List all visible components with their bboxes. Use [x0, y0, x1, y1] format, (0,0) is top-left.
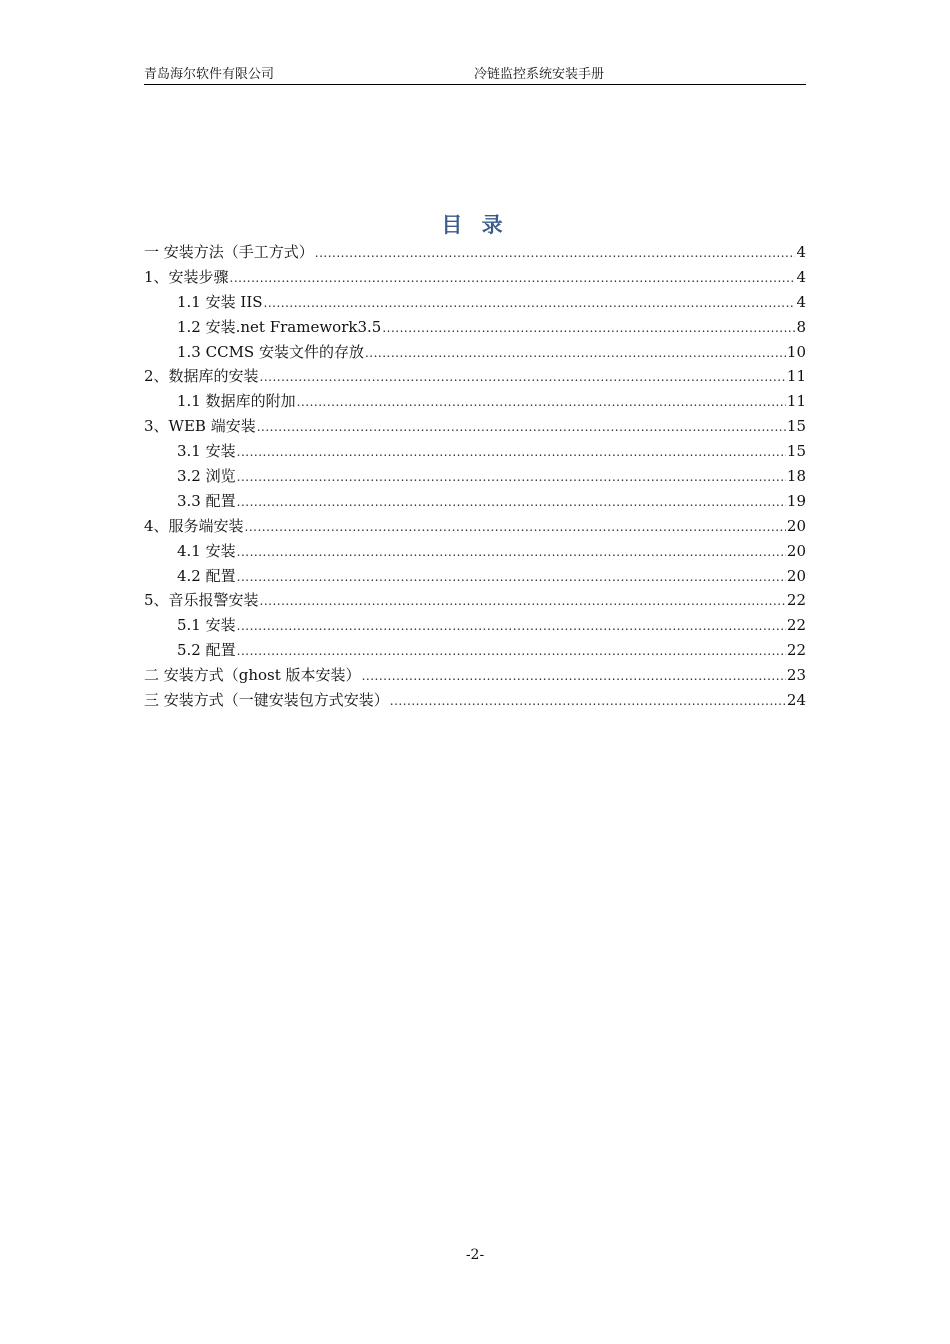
- toc-entry[interactable]: [144, 389, 806, 414]
- toc-dot-leader: [315, 241, 796, 266]
- toc-dot-leader: [230, 266, 796, 291]
- toc-entry-text: 1.1 数据库的附加: [177, 392, 296, 411]
- toc-entry-text: 一 安装方法（手工方式）: [144, 243, 314, 261]
- toc-dot-leader: [237, 565, 786, 590]
- toc-dot-leader: [237, 540, 786, 565]
- toc-entry-text: 2、数据库的安装: [144, 367, 259, 386]
- toc-entry-page: 19: [786, 491, 806, 510]
- toc-dot-leader: [264, 291, 796, 316]
- toc-entry-page: 20: [786, 516, 806, 535]
- toc-entry-text: 1.3 CCMS 安装文件的存放: [177, 342, 364, 361]
- toc-entry[interactable]: [144, 564, 806, 589]
- toc-dot-leader: [237, 639, 786, 664]
- toc-entry-page: 4: [796, 292, 806, 311]
- toc-entry[interactable]: [144, 514, 806, 539]
- toc-entry-page: 15: [786, 442, 806, 461]
- toc-entry-page: 24: [786, 691, 806, 710]
- toc-entry[interactable]: [144, 364, 806, 389]
- toc-entry[interactable]: [144, 638, 806, 663]
- toc-entry-page: 18: [786, 467, 806, 486]
- toc-title: 目 录: [441, 213, 509, 237]
- toc-entry-text: 5、音乐报警安装: [144, 591, 259, 610]
- toc-entry-text: 3.1 安装: [177, 442, 236, 461]
- toc-entry-page: 8: [796, 317, 806, 336]
- toc-entry[interactable]: [144, 240, 806, 265]
- toc-entry-text: 4.1 安装: [177, 541, 236, 560]
- toc-entry-text: 二 安装方式（ghost 版本安装）: [144, 666, 361, 685]
- toc-entry[interactable]: [144, 439, 806, 464]
- toc-entry-text: 5.2 配置: [177, 641, 236, 660]
- toc-entry-page: 11: [786, 392, 806, 411]
- toc-entry[interactable]: [144, 414, 806, 439]
- toc-entry[interactable]: [144, 539, 806, 564]
- table-of-contents: [144, 240, 806, 713]
- toc-entry-text: 4.2 配置: [177, 566, 236, 585]
- toc-entry[interactable]: [144, 464, 806, 489]
- toc-entry[interactable]: [144, 265, 806, 290]
- toc-entry[interactable]: [144, 489, 806, 514]
- toc-dot-leader: [260, 589, 786, 614]
- toc-entry-page: 4: [796, 267, 806, 286]
- toc-entry[interactable]: [144, 613, 806, 638]
- toc-entry-page: 22: [786, 641, 806, 660]
- toc-entry-text: 1.2 安装.net Framework3.5: [177, 317, 382, 336]
- toc-entry-page: 20: [786, 566, 806, 585]
- toc-dot-leader: [237, 465, 786, 490]
- toc-entry-text: 5.1 安装: [177, 616, 236, 635]
- toc-dot-leader: [362, 664, 786, 689]
- toc-dot-leader: [257, 415, 786, 440]
- toc-entry[interactable]: [144, 290, 806, 315]
- toc-dot-leader: [390, 689, 786, 714]
- toc-entry-page: 10: [786, 342, 806, 361]
- toc-entry-text: 3.3 配置: [177, 491, 236, 510]
- toc-entry[interactable]: [144, 340, 806, 365]
- toc-entry[interactable]: [144, 688, 806, 713]
- toc-entry[interactable]: [144, 315, 806, 340]
- toc-entry-text: 三 安装方式（一键安装包方式安装）: [144, 691, 389, 710]
- toc-entry[interactable]: [144, 663, 806, 688]
- header-company-name: 青岛海尔软件有限公司: [144, 67, 275, 82]
- toc-entry-page: 11: [786, 367, 806, 386]
- toc-dot-leader: [382, 316, 795, 341]
- toc-dot-leader: [297, 390, 786, 415]
- toc-entry-page: 20: [786, 541, 806, 560]
- toc-entry[interactable]: [144, 588, 806, 613]
- toc-dot-leader: [237, 614, 786, 639]
- toc-entry-page: 4: [796, 243, 806, 261]
- toc-entry-text: 3.2 浏览: [177, 467, 236, 486]
- toc-entry-text: 1、安装步骤: [144, 267, 229, 286]
- toc-entry-text: 1.1 安装 IIS: [177, 292, 263, 311]
- toc-dot-leader: [245, 515, 786, 540]
- toc-entry-text: 4、服务端安装: [144, 516, 244, 535]
- toc-entry-page: 23: [786, 666, 806, 685]
- toc-entry-page: 15: [786, 417, 806, 436]
- toc-dot-leader: [237, 440, 786, 465]
- header-document-title: 冷链监控系统安装手册: [474, 67, 605, 82]
- toc-entry-text: 3、WEB 端安装: [144, 417, 256, 436]
- toc-dot-leader: [237, 490, 786, 515]
- toc-dot-leader: [260, 365, 786, 390]
- page-number: -2-: [465, 1247, 485, 1263]
- toc-dot-leader: [365, 341, 786, 366]
- page-header: [144, 66, 806, 85]
- toc-entry-page: 22: [786, 591, 806, 610]
- toc-entry-page: 22: [786, 616, 806, 635]
